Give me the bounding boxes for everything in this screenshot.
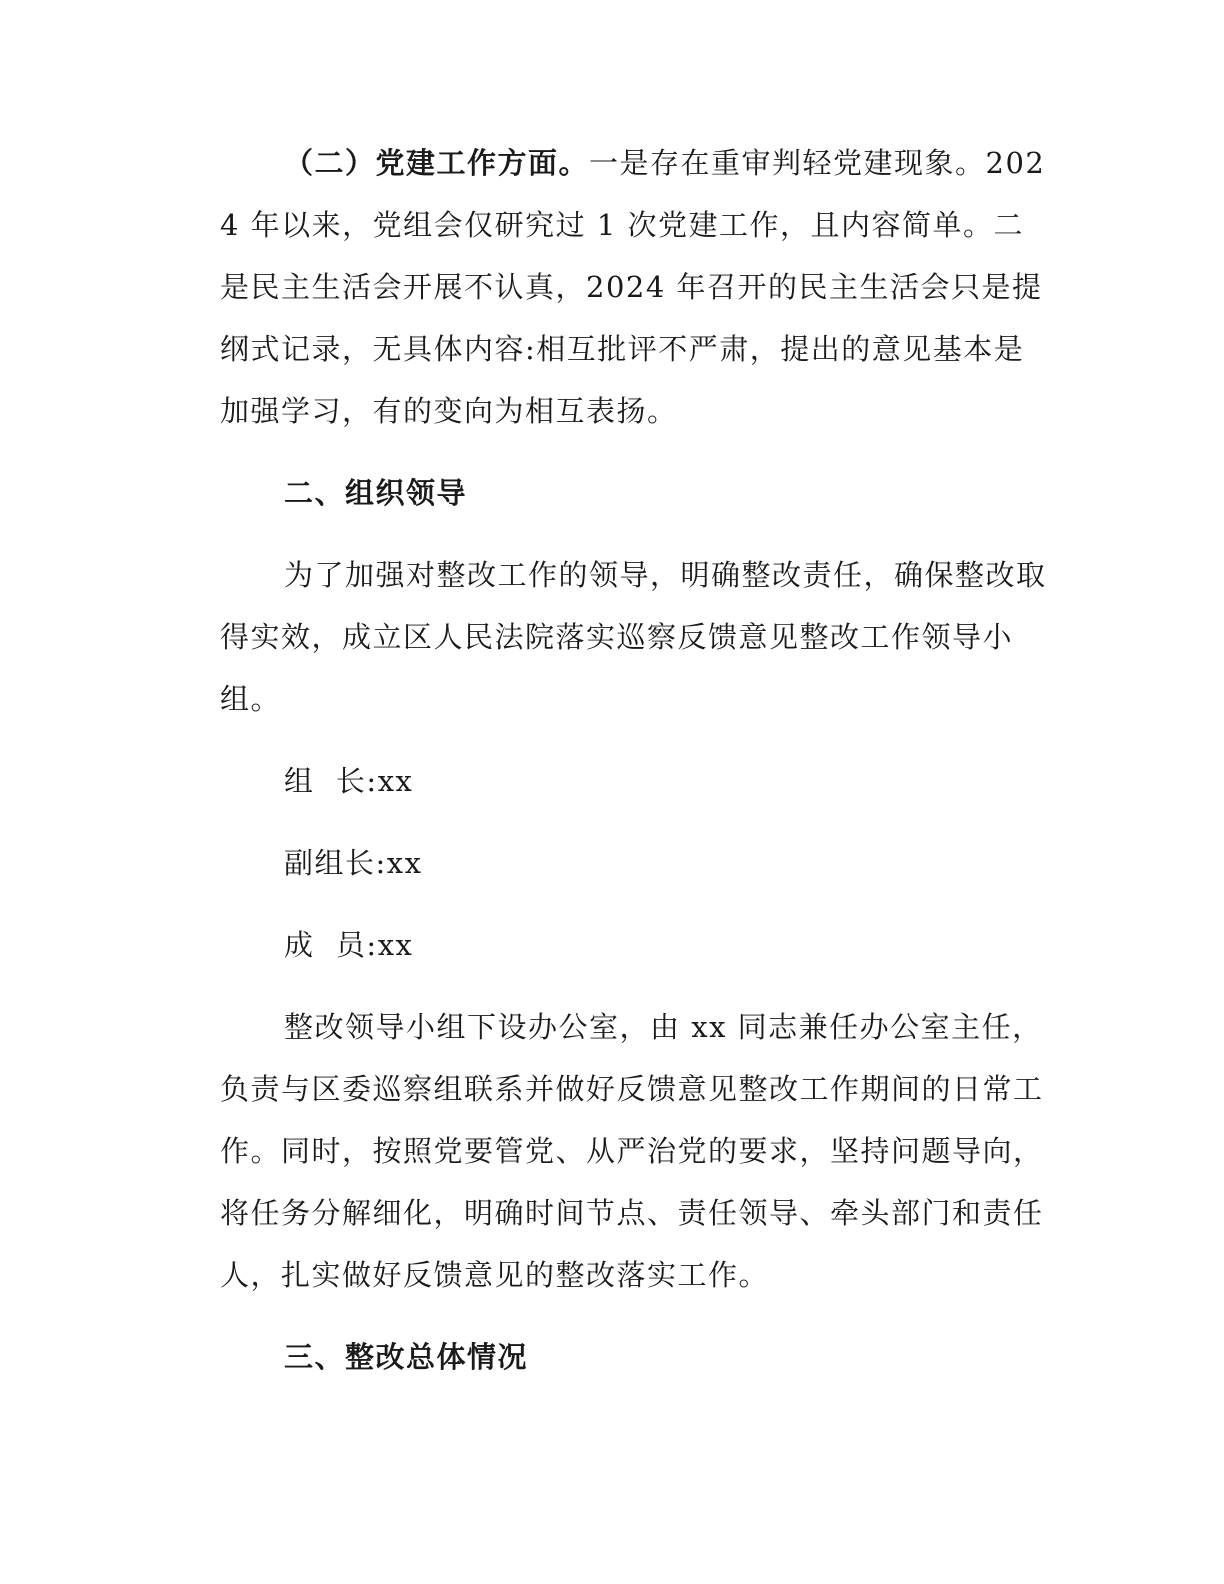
document-page xyxy=(220,132,1050,1388)
org-leadership-heading: 二、组织领导 xyxy=(284,476,468,510)
member-deputy-leader: 副组长:xx xyxy=(284,846,423,880)
office-paragraph: 整改领导小组下设办公室，由 xx 同志兼任办公室主任，负责与区委巡察组联系并做好反馈意见整改工作期间的日常工作。同时，按照党要管党、从严治党的要求，坚持问题导向，将任务分解细化，明确时间节点、责任领导、牵头部门和责任人，扎实做好反馈意见的整改落实工作。 xyxy=(220,1010,1044,1292)
party-building-lead: （二）党建工作方面。 xyxy=(284,146,590,180)
member-members: 成 员:xx xyxy=(284,928,414,962)
party-building-paragraph xyxy=(220,132,1050,442)
member-leader: 组 长:xx xyxy=(284,764,414,798)
party-building-body: 一是存在重审判轻党建现象。2024 年以来，党组会仅研究过 1 次党建工作，且内容简单。二是民主生活会开展不认真，2024 年召开的民主生活会只是提纲式记录，无具体内容:相互批评不严肃，提出的意见基本是加强学习，有的变向为相互表扬。 xyxy=(220,146,1046,428)
org-intro-paragraph: 为了加强对整改工作的领导，明确整改责任，确保整改取得实效，成立区人民法院落实巡察反馈意见整改工作领导小组。 xyxy=(220,558,1047,716)
overall-status-heading: 三、整改总体情况 xyxy=(284,1340,529,1374)
